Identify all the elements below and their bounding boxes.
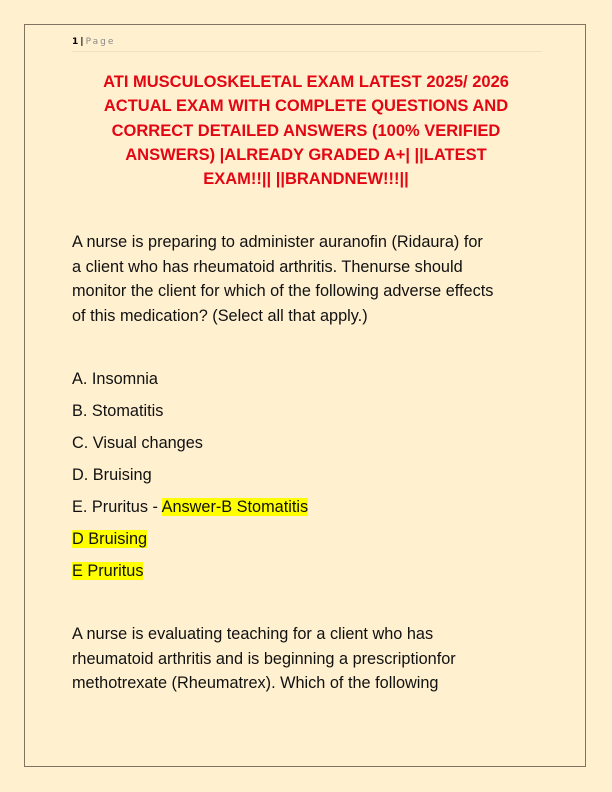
answer-highlight: Answer-B Stomatitis [161,498,309,516]
question-line: A nurse is preparing to administer auranofin (Ridaura) for [72,233,483,251]
option-text: A. Insomnia [72,370,158,388]
option-b [72,399,308,431]
question-line: rheumatoid arthritis and is beginning a prescriptionfor [72,649,456,668]
title-line: EXAM!!|| ||BRANDNEW!!!|| [203,170,409,189]
question-line: of this medication? (Select all that apply.) [72,306,368,325]
page-separator: | [80,37,84,47]
option-e [72,495,308,527]
page-number: 1 [72,37,79,47]
option-d [72,463,308,495]
document-title [72,70,540,191]
question-line: monitor the client for which of the following adverse effects [72,282,494,300]
question-1-options [72,367,308,591]
page-label: Page [85,37,116,47]
title-line: ANSWERS) |ALREADY GRADED A+| ||LATEST [125,145,487,164]
question-1-stem [72,230,552,328]
answer-line [72,527,308,559]
title-line: ATI MUSCULOSKELETAL EXAM LATEST 2025/ 2026 [103,73,509,91]
title-line: ACTUAL EXAM WITH COMPLETE QUESTIONS AND [103,97,509,116]
question-line: methotrexate (Rheumatrex). Which of the following [72,674,439,692]
page-header [72,36,542,52]
title-line: CORRECT DETAILED ANSWERS (100% VERIFIED [111,121,501,140]
answer-highlight: D Bruising [72,530,148,548]
question-2-stem [72,622,552,696]
answer-highlight: E Pruritus [72,562,144,580]
option-text: D. Bruising [72,466,152,484]
option-text: C. Visual changes [72,434,203,452]
option-text: B. Stomatitis [72,402,164,420]
option-c [72,431,308,463]
option-a [72,367,308,399]
answer-line [72,559,308,591]
question-line: a client who has rheumatoid arthritis. Thenurse should [72,257,463,276]
option-text: E. Pruritus - [72,498,162,516]
question-line: A nurse is evaluating teaching for a client who has [72,625,434,643]
